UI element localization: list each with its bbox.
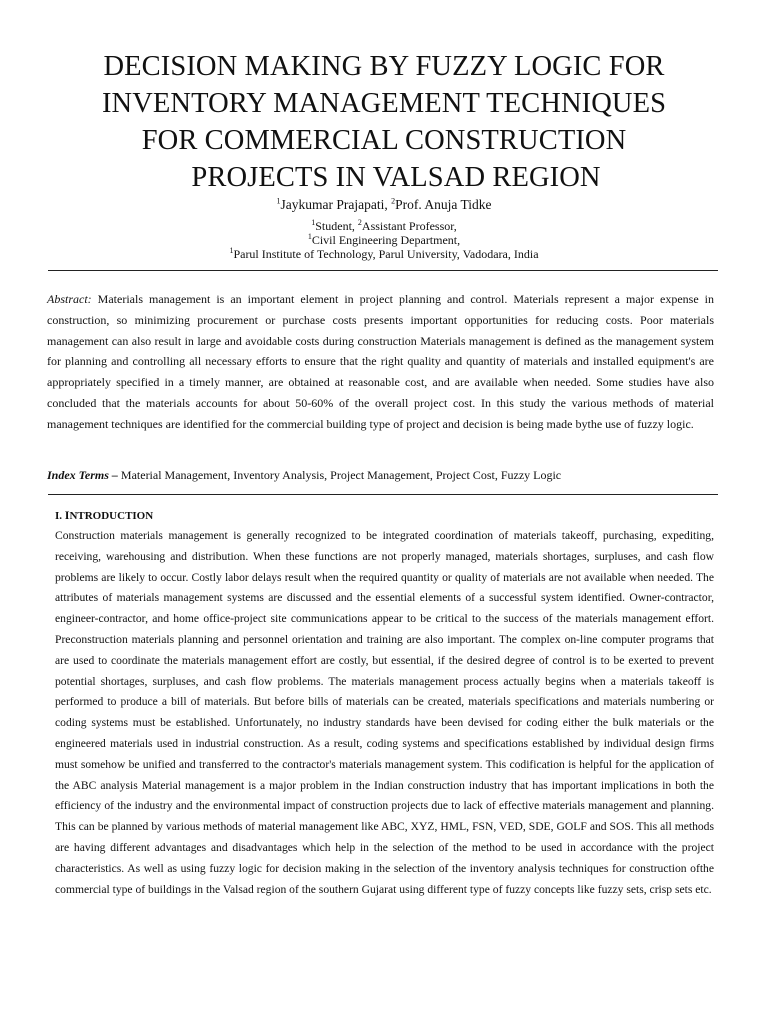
index-divider	[48, 494, 718, 495]
section-number: I.	[55, 510, 65, 522]
affiliation-superscript: 2	[357, 218, 362, 227]
affiliation-institute-text: Parul Institute of Technology, Parul University, Vadodara, India	[233, 247, 539, 261]
affiliation-role-2: Assistant Professor,	[361, 219, 457, 233]
affiliation-superscript: 1	[307, 232, 312, 241]
abstract-text: Materials management is an important element in project planning and control. Materials represent a major expense in construction, so minimizing procurement or purchase costs presents important opportunities for reducing costs. Poor materials management can also result in large and avoidable costs during construction Materials management is defined as the management system for planning and controlling all necessary efforts to ensure that the right quality and quantity of materials and installed equipment's are appropriately specified in a timely manner, are obtained at reasonable cost, and are available when needed. Some studies have also concluded that the materials accounts for about 50-60% of the overall project cost. In this study the various methods of material management techniques are identified for the commercial building type of project and decision is being made bythe use of fuzzy logic.	[47, 292, 714, 431]
title-line-2: INVENTORY MANAGEMENT TECHNIQUES	[101, 88, 667, 119]
author-1-superscript: 1	[276, 196, 281, 206]
affiliation-superscript: 1	[311, 218, 316, 227]
index-terms-label: Index Terms –	[47, 468, 118, 482]
section-heading-initial: I	[64, 508, 70, 522]
affiliation-institute	[0, 247, 768, 262]
affiliation-department	[0, 233, 768, 248]
index-terms-text: Material Management, Inventory Analysis, Project Management, Project Cost, Fuzzy Logic	[117, 468, 562, 482]
affiliation-superscript: 1	[229, 246, 234, 255]
author-2-superscript: 2	[391, 196, 396, 206]
abstract-label: Abstract:	[47, 292, 92, 306]
introduction-body: Construction materials management is generally recognized to be integrated coordination of materials takeoff, purchasing, expediting, receiving, warehousing and distribution. When these functions are not properly managed, materials shortages, surpluses, and cash flow problems are likely to occur. Costly labor delays result when the required quantity or quality of materials are not available when needed. The attributes of materials management systems are discussed and the essential elements of a successful system identified. Owner-contractor, engineer-contractor, and home office-project site communications appear to be critical to the success of the materials management effort. Preconstruction materials planning and personnel orientation and training are also important. The complex on-line computer programs that are used to coordinate the materials management effort are costly, but essential, if the desired degree of control is to be exerted to prevent potential shortages, surpluses, and cash flow problems. The materials management process actually begins when a materials takeoff is performed to produce a bill of materials. But before bills of materials can be created, materials specifications and materials numbering or coding systems must be established. Unfortunately, no industry standards have been devised for coding either the bulk materials or the engineered materials used in industrial construction. As a result, coding systems and specifications established by individual design firms must somehow be unified and transferred to the contractor's materials management system. This codification is helpful for the application of the ABC analysis Material management is a major problem in the Indian construction industry that has important implications in both the efficiency of the industry and the environmental impact of construction projects due to lack of effective materials management and planning. This can be planned by various methods of material management like ABC, XYZ, HML, FSN, VED, SDE, GOLF and SOS. This all methods are having different advantages and disadvantages which help in the selection of the method to be used in accordance with the project characteristics. As well as using fuzzy logic for decision making in the selection of the inventory analysis techniques for construction ofthe commercial type of buildings in the Valsad region of the southern Gujarat using different type of fuzzy concepts like fuzzy sets, crisp sets etc.	[55, 529, 714, 896]
index-terms	[47, 468, 714, 483]
title-line-3: FOR COMMERCIAL CONSTRUCTION	[141, 125, 627, 156]
affiliation-role-1: Student,	[315, 219, 358, 233]
section-heading-rest: NTRODUCTION	[69, 510, 154, 522]
paper-title	[40, 48, 728, 196]
affiliation-department-text: Civil Engineering Department,	[311, 233, 461, 247]
author-2-name: Prof. Anuja Tidke	[395, 197, 492, 212]
author-1-name: Jaykumar Prajapati,	[280, 197, 392, 212]
affiliation-roles	[0, 219, 768, 234]
header-divider	[48, 270, 718, 271]
section-heading-introduction	[55, 508, 153, 523]
title-line-1: DECISION MAKING BY FUZZY LOGIC FOR	[103, 51, 665, 82]
abstract	[47, 289, 714, 435]
author-line	[0, 197, 768, 213]
title-line-4: PROJECTS IN VALSAD REGION	[191, 162, 601, 193]
